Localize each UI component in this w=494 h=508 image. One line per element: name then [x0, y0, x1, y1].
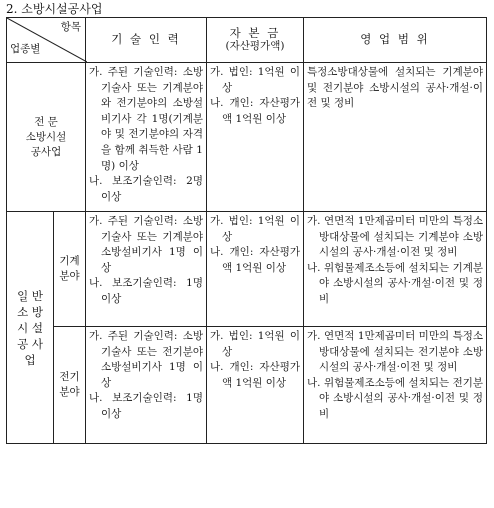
tech-assist-item: 나. 보조기술인력: 1명 이상 [89, 277, 203, 305]
category-general-char: 반 [31, 288, 43, 303]
header-capital-line2: (자산평가액) [225, 40, 285, 52]
category-general-char: 시 [17, 320, 29, 335]
scope-item: 가. 연면적 1만제곱미터 미만의 특정소방대상물에 설치되는 전기분야 소방시설의 공사·개설·이전 및 정비 [307, 330, 483, 374]
table-header-row [7, 18, 487, 63]
category-general-char: 방 [31, 304, 43, 319]
scope-item: 나. 위험물제조소등에 설치되는 기계분야 소방시설의 공사·개설·이전 및 정비 [307, 261, 483, 305]
category-specialized-line3: 공사업 [30, 145, 62, 158]
business-requirements-table [6, 17, 487, 444]
scope-item: 특정소방대상물에 설치되는 기계분야 및 전기분야 소방시설의 공사·개설·이전 및 정비 [307, 66, 483, 110]
capital-specialized [207, 63, 304, 212]
capital-corporation-item: 가. 법인: 1억원 이상 [210, 330, 300, 358]
category-general [7, 212, 54, 444]
header-capital [207, 18, 304, 63]
header-capital-line1: 자 본 금 [229, 26, 281, 40]
tech-main-item: 가. 주된 기술인력: 소방기술사 또는 기계분야 소방설비기사 1명 이상 [89, 215, 203, 274]
tech-main-item: 가. 주된 기술인력: 소방기술사 또는 기계분야와 전기분야의 소방설비기사 각 1명(기계분야 및 전기분야의 자격을 함께 취득한 사람 1명) 이상 [89, 66, 203, 172]
category-general-line4 [10, 336, 50, 352]
header-item-label: 항목 [60, 21, 81, 33]
tech-staff-electrical [86, 327, 207, 444]
category-specialized-line1: 전 문 [34, 115, 58, 128]
capital-individual-item: 나. 개인: 자산평가액 1억원 이상 [210, 97, 300, 125]
tech-assist-item: 나. 보조기술인력: 1명 이상 [89, 392, 203, 420]
tech-main-item: 가. 주된 기술인력: 소방기술사 또는 전기분야 소방설비기사 1명 이상 [89, 330, 203, 389]
subcategory-mechanical-line1: 기계 [59, 255, 80, 267]
category-general-char: 설 [31, 320, 43, 335]
category-general-line5 [10, 352, 50, 368]
table-row-specialized [7, 63, 487, 212]
category-general-line1 [10, 288, 50, 304]
scope-specialized [304, 63, 487, 212]
capital-mechanical [207, 212, 304, 327]
subcategory-electrical-line2: 분야 [59, 386, 80, 398]
subcategory-mechanical-line2: 분야 [59, 270, 80, 282]
capital-individual-item: 나. 개인: 자산평가액 1억원 이상 [210, 361, 300, 389]
category-general-line3 [10, 320, 50, 336]
capital-individual-item: 나. 개인: 자산평가액 1억원 이상 [210, 246, 300, 274]
header-tech-staff: 기 술 인 력 [86, 18, 207, 63]
table-row-general-mechanical [7, 212, 487, 327]
capital-corporation-item: 가. 법인: 1억원 이상 [210, 215, 300, 243]
scope-mechanical [304, 212, 487, 327]
category-general-char: 사 [31, 336, 43, 351]
capital-electrical [207, 327, 304, 444]
tech-staff-specialized [86, 63, 207, 212]
category-general-char: 일 [17, 288, 29, 303]
scope-item: 가. 연면적 1만제곱미터 미만의 특정소방대상물에 설치되는 기계분야 소방시설의 공사·개설·이전 및 정비 [307, 215, 483, 259]
tech-staff-mechanical [86, 212, 207, 327]
subcategory-mechanical [54, 212, 86, 327]
tech-assist-item: 나. 보조기술인력: 2명 이상 [89, 175, 203, 203]
subcategory-electrical-line1: 전기 [59, 371, 80, 383]
section-title: 2. 소방시설공사업 [6, 2, 103, 16]
category-general-char: 공 [17, 336, 29, 351]
header-category-label: 업종별 [10, 43, 41, 56]
header-corner-cell [7, 18, 86, 63]
category-general-char: 업 [24, 352, 36, 367]
scope-electrical [304, 327, 487, 444]
table-row-general-electrical [7, 327, 487, 444]
category-general-char: 소 [17, 304, 29, 319]
subcategory-electrical [54, 327, 86, 444]
scope-item: 나. 위험물제조소등에 설치되는 전기분야 소방시설의 공사·개설·이전 및 정비 [307, 376, 483, 420]
header-scope: 영 업 범 위 [304, 18, 487, 63]
category-specialized [7, 63, 86, 212]
category-specialized-line2: 소방시설 [25, 130, 67, 143]
capital-corporation-item: 가. 법인: 1억원 이상 [210, 66, 300, 94]
category-general-line2 [10, 304, 50, 320]
